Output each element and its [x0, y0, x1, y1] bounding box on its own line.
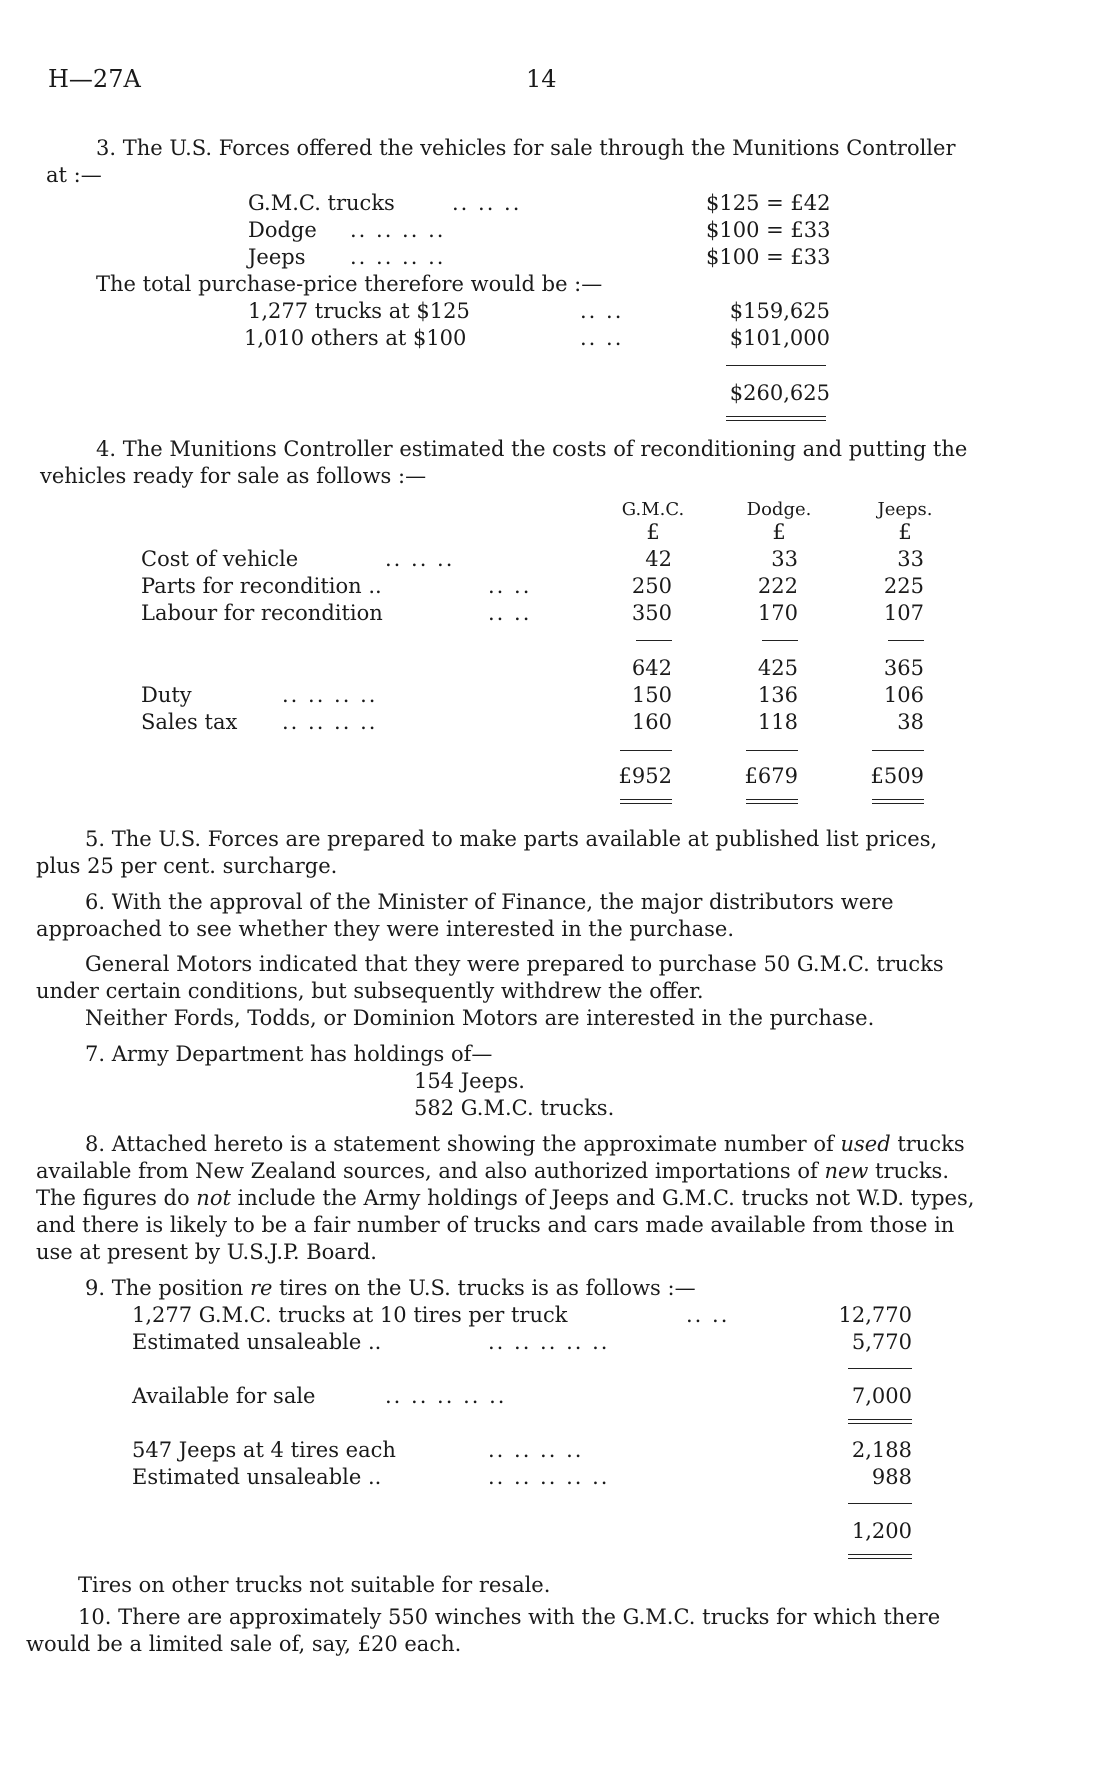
tax-row-label: Duty: [141, 683, 192, 707]
p6-line-4: under certain conditions, but subsequently withdrew the offer.: [36, 979, 704, 1003]
cost-gmc: 42: [645, 547, 672, 571]
p3-line-2: at :—: [46, 163, 102, 187]
sum-rule: [888, 640, 924, 641]
col-currency: £: [772, 520, 786, 544]
cost-gmc: 350: [631, 601, 672, 625]
p4-line-1: 4. The Munitions Controller estimated the costs of reconditioning and putting the: [96, 437, 968, 461]
leader-dots: .. ..: [686, 1303, 730, 1327]
leader-dots: .. .. ..: [385, 547, 455, 571]
tax-row-label: Sales tax: [141, 710, 238, 734]
p8-line-5: use at present by U.S.J.P. Board.: [36, 1240, 377, 1264]
p3-purchase-value: $159,625: [729, 299, 830, 323]
p8-line-2: available from New Zealand sources, and also authorized importations of new trucks.: [36, 1159, 949, 1183]
leader-dots: .. .. .. ..: [282, 710, 378, 734]
leader-dots: .. ..: [488, 574, 532, 598]
total-double-rule: [746, 799, 798, 804]
p5-line-1: 5. The U.S. Forces are prepared to make parts available at published list prices,: [85, 827, 938, 851]
page-number: 14: [526, 65, 557, 93]
p6-line-3: General Motors indicated that they were prepared to purchase 50 G.M.C. trucks: [85, 952, 944, 976]
sum-rule: [762, 640, 798, 641]
salestax-jeeps: 38: [897, 710, 924, 734]
p3-line-1: 3. The U.S. Forces offered the vehicles for sale through the Munitions Controller: [96, 136, 956, 160]
p7-item: 582 G.M.C. trucks.: [414, 1096, 615, 1120]
total-double-rule: [620, 799, 672, 804]
cost-dodge: 33: [771, 547, 798, 571]
leader-dots: .. ..: [580, 326, 624, 350]
total-double-rule: [848, 1554, 912, 1559]
cost-jeeps: 225: [883, 574, 924, 598]
duty-dodge: 136: [757, 683, 798, 707]
col-currency: £: [898, 520, 912, 544]
total-jeeps: £509: [870, 764, 924, 788]
p8-line-4: and there is likely to be a fair number of trucks and cars made available from those in: [36, 1213, 955, 1237]
cost-gmc: 250: [631, 574, 672, 598]
p3-row-label: G.M.C. trucks: [248, 191, 395, 215]
p6-line-2: approached to see whether they were interested in the purchase.: [36, 917, 735, 941]
p7-line-1: 7. Army Department has holdings of—: [85, 1042, 493, 1066]
tires-row-label: Estimated unsaleable ..: [132, 1330, 382, 1354]
leader-dots: .. .. ..: [452, 191, 522, 215]
total-double-rule: [872, 799, 924, 804]
p3-row-label: Jeeps: [248, 245, 306, 269]
salestax-dodge: 118: [757, 710, 798, 734]
tires-row-value: 5,770: [851, 1330, 912, 1354]
p3-purchase-value: $101,000: [729, 326, 830, 350]
p10-line-1: 10. There are approximately 550 winches with the G.M.C. trucks for which there: [78, 1605, 941, 1629]
cost-jeeps: 33: [897, 547, 924, 571]
tires-total: 1,200: [851, 1519, 912, 1543]
tires-row-value: 7,000: [851, 1384, 912, 1408]
tires-row-value: 12,770: [838, 1303, 912, 1327]
p4-line-2: vehicles ready for sale as follows :—: [40, 464, 427, 488]
subtotal-jeeps: 365: [883, 656, 924, 680]
cost-row-label: Cost of vehicle: [141, 547, 299, 571]
p6-line-1: 6. With the approval of the Minister of Finance, the major distributors were: [85, 890, 894, 914]
sum-rule: [620, 750, 672, 751]
p7-item: 154 Jeeps.: [414, 1069, 525, 1093]
salestax-gmc: 160: [631, 710, 672, 734]
subtotal-gmc: 642: [631, 656, 672, 680]
sum-rule: [726, 365, 826, 366]
subtotal-dodge: 425: [757, 656, 798, 680]
p9-note: Tires on other trucks not suitable for resale.: [78, 1573, 551, 1597]
document-code: H—27A: [48, 65, 141, 93]
p3-purchase-label: 1,277 trucks at $125: [248, 299, 470, 323]
leader-dots: .. .. .. ..: [350, 218, 446, 242]
leader-dots: .. .. .. ..: [350, 245, 446, 269]
p3-row-label: Dodge: [248, 218, 317, 242]
p6-line-5: Neither Fords, Todds, or Dominion Motors are interested in the purchase.: [85, 1006, 875, 1030]
cost-jeeps: 107: [883, 601, 924, 625]
tires-row-value: 2,188: [851, 1438, 912, 1462]
sum-rule: [636, 640, 672, 641]
tires-row-label: Available for sale: [132, 1384, 316, 1408]
sum-rule: [746, 750, 798, 751]
leader-dots: .. .. .. .. ..: [488, 1465, 610, 1489]
duty-jeeps: 106: [883, 683, 924, 707]
total-double-rule: [848, 1419, 912, 1424]
leader-dots: .. .. .. .. ..: [488, 1330, 610, 1354]
total-double-rule: [726, 416, 826, 421]
p3-row-value: $100 = £33: [706, 245, 831, 269]
p8-line-1: 8. Attached hereto is a statement showing the approximate number of used trucks: [85, 1132, 965, 1156]
leader-dots: .. ..: [580, 299, 624, 323]
p3-row-value: $100 = £33: [706, 218, 831, 242]
cost-row-label: Labour for recondition: [141, 601, 383, 625]
sum-rule: [848, 1368, 912, 1369]
leader-dots: .. .. .. ..: [282, 683, 378, 707]
col-header-gmc: G.M.C.: [621, 499, 685, 520]
p8-line-3: The figures do not include the Army holdings of Jeeps and G.M.C. trucks not W.D. types,: [36, 1186, 975, 1210]
col-header-jeeps: Jeeps.: [877, 499, 933, 520]
leader-dots: .. ..: [488, 601, 532, 625]
total-dodge: £679: [744, 764, 798, 788]
col-currency: £: [646, 520, 660, 544]
p5-line-2: plus 25 per cent. surcharge.: [36, 854, 338, 878]
col-header-dodge: Dodge.: [746, 499, 812, 520]
total-gmc: £952: [618, 764, 672, 788]
p3-purchase-label: 1,010 others at $100: [244, 326, 467, 350]
cost-dodge: 222: [757, 574, 798, 598]
leader-dots: .. .. .. .. ..: [385, 1384, 507, 1408]
p3-total-intro: The total purchase-price therefore would be :—: [96, 272, 603, 296]
sum-rule: [848, 1503, 912, 1504]
cost-dodge: 170: [757, 601, 798, 625]
tires-row-label: Estimated unsaleable ..: [132, 1465, 382, 1489]
p9-line-1: 9. The position re tires on the U.S. trucks is as follows :—: [85, 1276, 696, 1300]
tires-row-label: 547 Jeeps at 4 tires each: [132, 1438, 396, 1462]
tires-row-label: 1,277 G.M.C. trucks at 10 tires per truck: [132, 1303, 568, 1327]
p3-total: $260,625: [729, 381, 830, 405]
p3-row-value: $125 = £42: [706, 191, 831, 215]
leader-dots: .. .. .. ..: [488, 1438, 584, 1462]
duty-gmc: 150: [631, 683, 672, 707]
p10-line-2: would be a limited sale of, say, £20 each.: [26, 1632, 462, 1656]
cost-row-label: Parts for recondition ..: [141, 574, 382, 598]
sum-rule: [872, 750, 924, 751]
tires-row-value: 988: [871, 1465, 912, 1489]
